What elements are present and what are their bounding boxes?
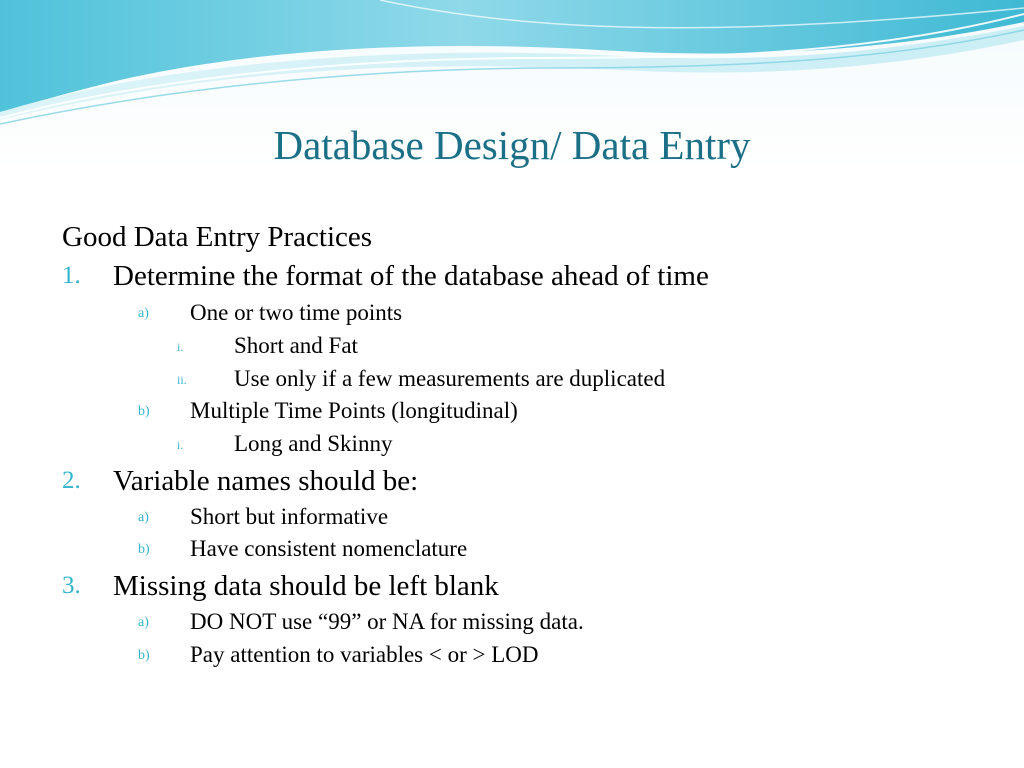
- sub-list-marker: a): [138, 510, 149, 525]
- list-item-text: Determine the format of the database ahead of time: [113, 260, 709, 292]
- sub-list-marker: b): [138, 404, 150, 419]
- list-marker: 1.: [62, 262, 81, 289]
- list-item-text: Variable names should be:: [113, 465, 419, 497]
- sub-sub-list-item-text: Short and Fat: [234, 333, 358, 358]
- slide-title: Database Design/ Data Entry: [273, 122, 751, 168]
- sub-list-marker: b): [138, 542, 150, 557]
- sub-sub-list-item-text: Long and Skinny: [234, 431, 393, 456]
- intro-heading: Good Data Entry Practices: [62, 221, 373, 253]
- list-item-text: Missing data should be left blank: [113, 570, 499, 602]
- sub-list-item-text: Short but informative: [190, 504, 389, 529]
- sub-sub-list-marker: i.: [177, 340, 184, 354]
- sub-sub-list-item-text: Use only if a few measurements are duplicated: [234, 366, 666, 391]
- sub-list-item-text: Have consistent nomenclature: [190, 536, 468, 561]
- list-marker: 3.: [62, 572, 81, 599]
- sub-list-marker: a): [138, 306, 149, 321]
- sub-list-item-text: One or two time points: [190, 300, 403, 325]
- sub-sub-list-marker: i.: [177, 438, 184, 452]
- sub-sub-list-marker: ii.: [177, 373, 187, 387]
- sub-list-marker: b): [138, 648, 150, 663]
- sub-list-marker: a): [138, 615, 149, 630]
- list-marker: 2.: [62, 467, 81, 494]
- sub-list-item-text: Pay attention to variables < or > LOD: [190, 642, 539, 667]
- sub-list-item-text: DO NOT use “99” or NA for missing data.: [190, 609, 584, 634]
- sub-list-item-text: Multiple Time Points (longitudinal): [190, 398, 518, 423]
